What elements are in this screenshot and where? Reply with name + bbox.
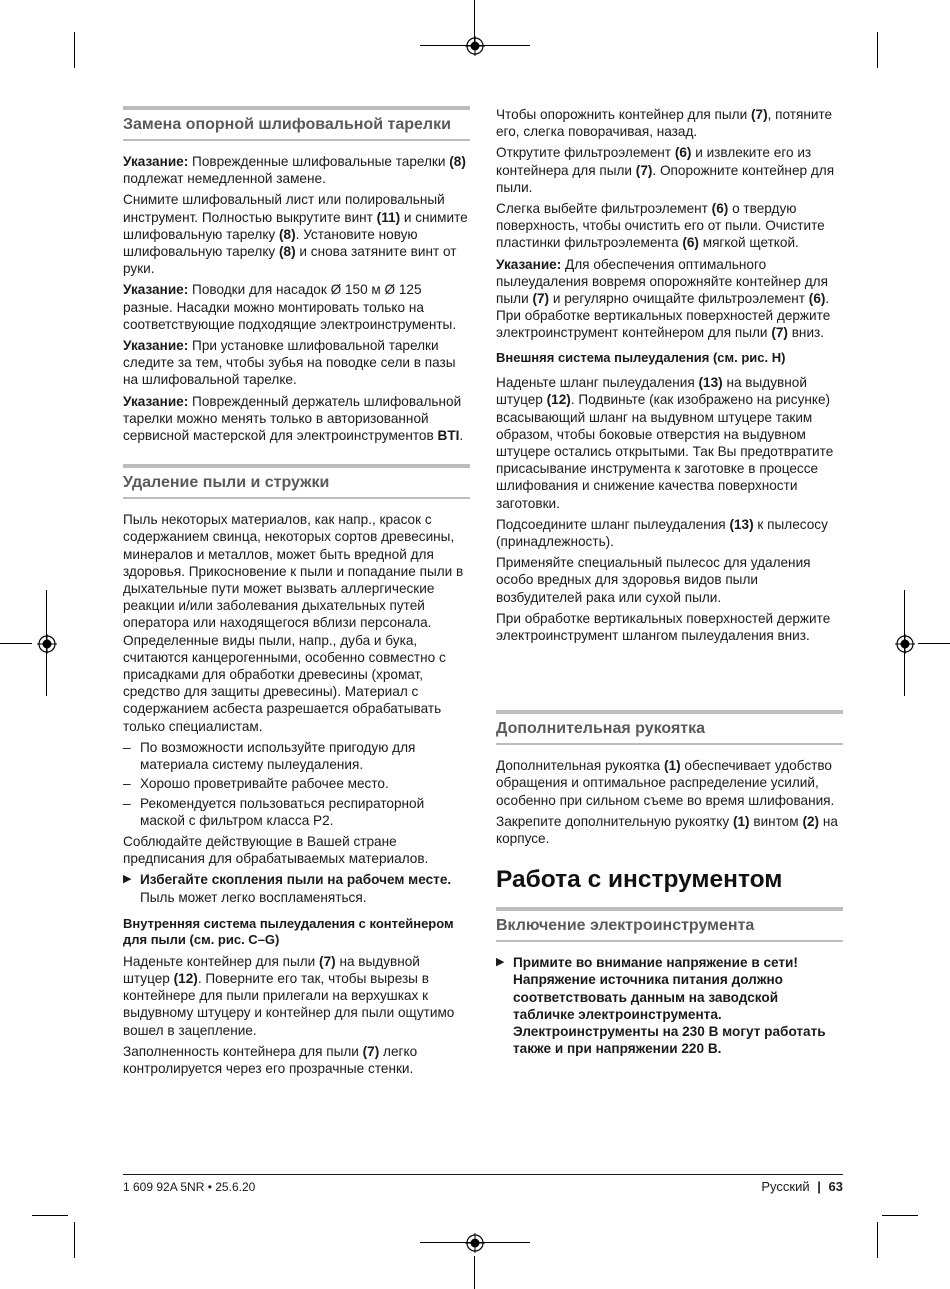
paragraph: Указание: Поврежденный держатель шлифовальной тарелки можно менять только в авторизованной сервисной мастерской для электроинструментов BTI. — [123, 393, 464, 444]
footer-page-info — [761, 1179, 843, 1194]
crop-mark-bottom-left-v — [74, 1222, 75, 1258]
registration-mark-left-icon — [37, 634, 57, 654]
paragraph: Закрепите дополнительную рукоятку (1) винтом (2) на корпусе. — [496, 813, 838, 846]
footer-doc-code: 1 609 92A 5NR • 25.6.20 — [123, 1180, 256, 1194]
paragraph: Подсоедините шланг пылеудаления (13) к пылесосу (принадлежность). — [496, 516, 828, 549]
paragraph: Указание: Поврежденные шлифовальные тарелки (8) подлежат немедленной замене. — [123, 154, 466, 187]
left-column — [123, 106, 470, 1081]
dash-list — [123, 739, 470, 829]
paragraph: Наденьте контейнер для пыли (7) на выдувной штуцер (12). Поверните его так, чтобы вырезы в контейнере для пыли прилегали на верхушках к выдувному штуцеру и контейнер для пыли ощутимо вошел в зацепление. — [123, 953, 455, 1038]
registration-mark-top-icon — [465, 36, 485, 56]
right-column — [496, 106, 843, 1061]
paragraph: Чтобы опорожнить контейнер для пыли (7), потяните его, слегка поворачивая, назад. — [496, 107, 833, 140]
subsection-title-internal-dust: Внутренняя система пылеудаления с контейнером для пыли (см. рис. C–G) — [123, 915, 454, 948]
crop-mark-top-left-v — [74, 32, 75, 68]
crop-mark-bottom-right-v — [877, 1222, 878, 1258]
footer-rule — [123, 1174, 843, 1175]
chapter-title-operation: Работа с инструментом — [496, 866, 783, 894]
paragraph: Открутите фильтроэлемент (6) и извлеките его из контейнера для пыли (7). Опорожните контейнер для пыли. — [496, 145, 835, 195]
paragraph: Указание: Для обеспечения оптимального пылеудаления вовремя опорожняйте контейнер для пыли (7) и регулярно очищайте фильтроэлемент (6). — [496, 256, 830, 307]
list-item: – Хорошо проветривайте рабочее место. — [123, 775, 470, 792]
section-title-aux-handle: Дополнительная рукоятка — [496, 710, 843, 745]
triangle-bullet-icon: ▶ — [123, 873, 132, 886]
subsection-title-external-dust: Внешняя система пылеудаления (см. рис. H) — [496, 349, 786, 365]
paragraph: Указание: При установке шлифовальной тарелки следите за тем, чтобы зубья на поводке сели в пазы на шлифовальной тарелке. — [123, 338, 456, 388]
paragraph: Слегка выбейте фильтроэлемент (6) о твердую поверхность, чтобы очистить его от пыли. Очистите пластинки фильтроэлемента (6) мягкой щеткой. — [496, 201, 825, 251]
crop-mark-top-right-v — [877, 32, 878, 68]
paragraph: Заполненность контейнера для пыли (7) легко контролируется через его прозрачные стенки. — [123, 1043, 418, 1076]
paragraph: Снимите шлифовальный лист или полировальный инструмент. Полностью выкрутите винт (11) и снимите шлифовальную тарелку (8). Установите новую шлифовальную тарелку (8) и снова затяните винт от руки. — [123, 192, 468, 277]
paragraph: Применяйте специальный пылесос для удаления особо вредных для здоровья видов пыли возбудителей рака или сухой пыли. — [496, 555, 811, 605]
warning-item: ▶ Избегайте скопления пыли на рабочем месте. Пыль может легко воспламеняться. — [123, 872, 452, 905]
paragraph: При обработке вертикальных поверхностей держите электроинструмент контейнером для пыли (7) вниз. — [496, 308, 831, 341]
paragraph: Дополнительная рукоятка (1) обеспечивает удобство обращения и оптимальное распределение усилий, особенно при сильном съеме во время шлифования. — [496, 758, 835, 808]
section-title-switch-on: Включение электроинструмента — [496, 907, 843, 942]
paragraph: Наденьте шланг пылеудаления (13) на выдувной штуцер (12). Подвиньте (как изображено на рисунке) всасывающий шланг на выдувном штуцере таким образом, чтобы боковые отверстия на выдувном штуцере остались открытыми. Так Вы предотвратите присасывание инструмента к заготовке в процессе шлифования и снижение качества поверхности заготовки. — [496, 375, 834, 511]
list-item: – Рекомендуется пользоваться респираторной маской с фильтром класса Р2. — [123, 795, 470, 829]
section-title-sanding-pad: Замена опорной шлифовальной тарелки — [123, 106, 470, 141]
warning-item: ▶ Примите во внимание напряжение в сети! Напряжение источника питания должно соответствовать данным на заводской табличке электроинструмента. Электроинструменты на 230 В могут работать также и при напряжении 220 В. — [496, 955, 826, 1057]
paragraph: При обработке вертикальных поверхностей держите электроинструмент шлангом пылеудаления вниз. — [496, 610, 831, 643]
paragraph: Определенные виды пыли, напр., дуба и бука, считаются канцерогенными, особенно совместно с присадками для обработки древесины (хромат, средство для защиты древесины). Материал с содержанием асбеста разрешается обрабатывать только специалистам. — [123, 632, 446, 734]
paragraph: Указание: Поводки для насадок Ø 150 м Ø 125 разные. Насадки можно монтировать только на соответствующие подходящие электроинструменты. — [123, 282, 457, 332]
page-number: 63 — [828, 1179, 843, 1194]
registration-mark-bottom-icon — [465, 1233, 485, 1253]
footer-language: Русский — [761, 1179, 810, 1194]
crop-mark-bottom-left-h — [32, 1215, 68, 1216]
footer-separator: | — [817, 1179, 821, 1194]
registration-mark-right-icon — [895, 634, 915, 654]
list-item: – По возможности используйте пригодую для материала систему пылеудаления. — [123, 739, 470, 773]
triangle-bullet-icon: ▶ — [496, 956, 505, 969]
crop-mark-left-mid-h — [0, 643, 32, 644]
crop-mark-bottom-center-v — [474, 1256, 475, 1289]
paragraph: Соблюдайте действующие в Вашей стране предписания для обрабатываемых материалов. — [123, 833, 429, 867]
paragraph: Пыль некоторых материалов, как напр., красок с содержанием свинца, некоторых сортов древесины, минералов и металлов, может быть вредной для здоровья. Прикосновение к пыли и попадание пыли в дыхательные пути может вызвать аллергические реакции и/или заболевания дыхательных путей оператора или находящегося вблизи персонала. — [123, 512, 464, 631]
crop-mark-bottom-right-h — [882, 1215, 918, 1216]
crop-mark-right-mid-h — [918, 643, 950, 644]
section-title-dust-removal: Удаление пыли и стружки — [123, 464, 470, 499]
